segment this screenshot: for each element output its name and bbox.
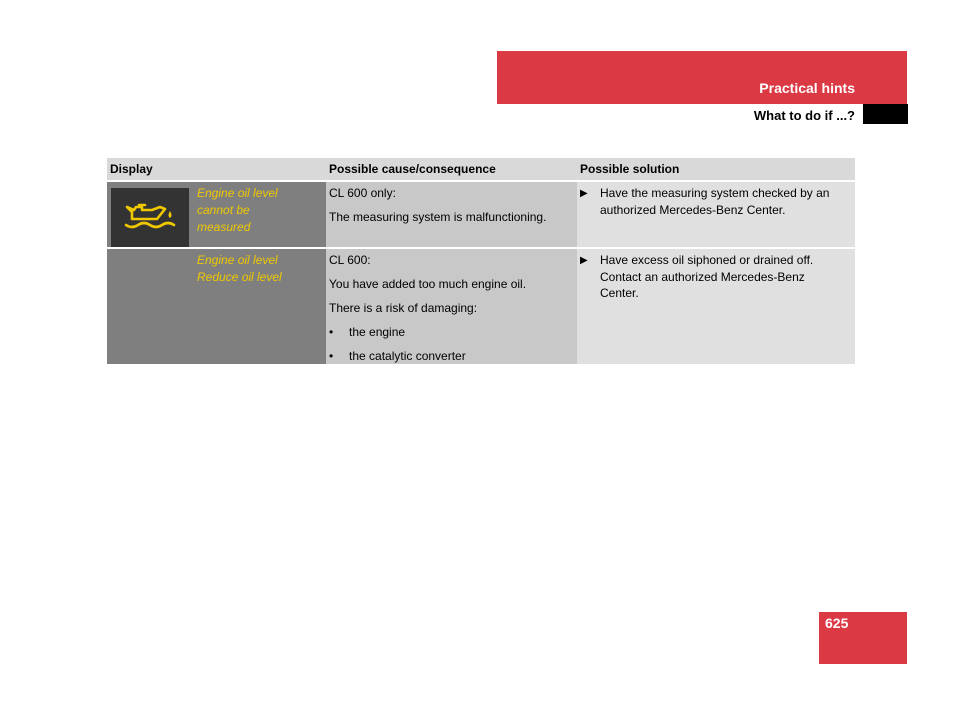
page-number: 625 (825, 615, 849, 631)
solution-text: Have excess oil siphoned or drained off. Contact an authorized Mercedes-Benz Center. (600, 253, 814, 300)
arrow-right-icon: ▶ (580, 255, 588, 266)
cause-text: CL 600 only: (329, 186, 396, 200)
table-header-row (107, 158, 855, 181)
cause-text: CL 600: (329, 253, 371, 267)
display-text-line: Reduce oil level (197, 270, 282, 284)
solution-cell (577, 248, 855, 364)
header-display: Display (107, 158, 326, 181)
bullet-icon: • (329, 349, 334, 363)
cause-cell (326, 181, 577, 248)
subsection-title: What to do if ...? (753, 108, 855, 123)
header-bar (497, 51, 907, 104)
display-cell (107, 248, 326, 364)
chapter-tab-marker (863, 104, 908, 124)
list-item (326, 340, 577, 364)
cause-text: The measuring system is malfunctioning. (329, 210, 547, 224)
cause-text: There is a risk of damaging: (329, 301, 478, 315)
bullet-text: the engine (349, 325, 406, 339)
oil-can-icon (111, 188, 189, 247)
header-cause: Possible cause/consequence (326, 158, 577, 181)
bullet-text: the catalytic converter (349, 349, 466, 363)
display-text-line: Engine oil level (197, 253, 278, 267)
cause-text: You have added too much engine oil. (329, 277, 527, 291)
display-text-line: measured (197, 220, 251, 234)
solution-cell (577, 181, 855, 248)
table-row (107, 181, 855, 248)
display-cell (107, 181, 326, 248)
list-item (326, 316, 577, 340)
table-row (107, 248, 855, 364)
bullet-icon: • (329, 325, 334, 339)
display-text-line: Engine oil level (197, 186, 278, 200)
cause-cell (326, 248, 577, 364)
solution-text: Have the measuring system checked by an authorized Mercedes-Benz Center. (600, 186, 830, 217)
section-title: Practical hints (759, 80, 855, 96)
arrow-right-icon: ▶ (580, 188, 588, 199)
display-text-line: cannot be (197, 203, 250, 217)
header-solution: Possible solution (577, 158, 855, 181)
info-table (107, 158, 855, 364)
